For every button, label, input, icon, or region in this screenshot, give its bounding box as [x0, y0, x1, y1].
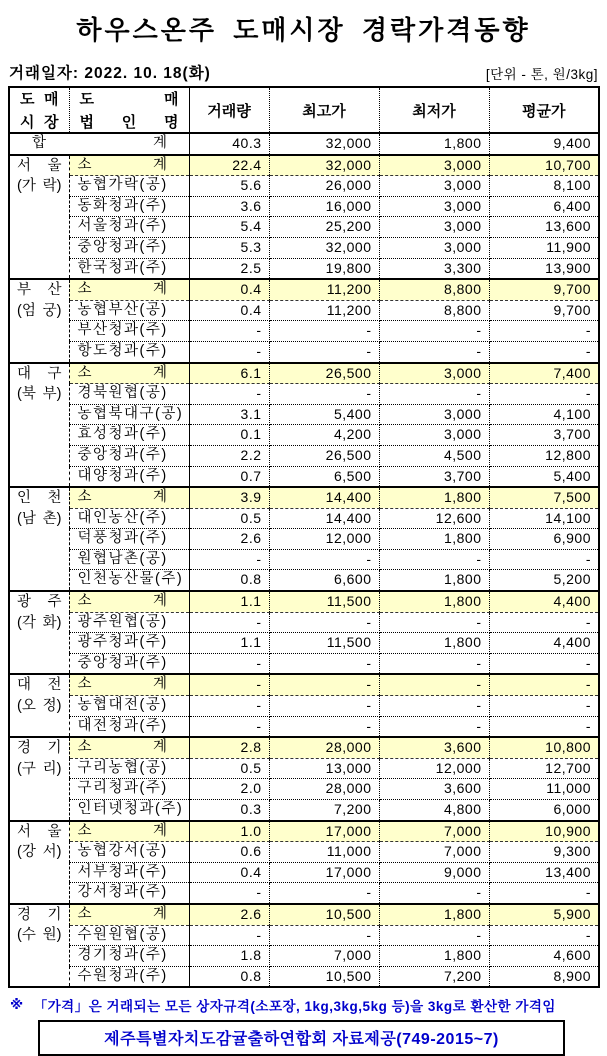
- avg-price-cell: 8,100: [489, 176, 599, 197]
- table-row: [9, 612, 599, 633]
- avg-price-cell: 13,900: [489, 258, 599, 279]
- volume-cell: 0.8: [189, 966, 269, 987]
- corp-name-cell: 경기청과(주): [69, 946, 189, 967]
- avg-price-cell: 5,400: [489, 466, 599, 487]
- corp-name-cell: 소 계: [69, 155, 189, 176]
- table-row: [9, 279, 599, 300]
- table-row: [9, 300, 599, 321]
- volume-cell: 22.4: [189, 155, 269, 176]
- volume-cell: 3.1: [189, 404, 269, 425]
- volume-cell: 5.3: [189, 237, 269, 258]
- corp-name-cell: 덕풍청과(주): [69, 529, 189, 550]
- volume-cell: -: [189, 925, 269, 946]
- corp-name-cell: 서울청과(주): [69, 217, 189, 238]
- volume-cell: 0.8: [189, 570, 269, 591]
- avg-price-cell: 8,900: [489, 966, 599, 987]
- corp-name-cell: 소 계: [69, 487, 189, 508]
- corp-name-cell: 동화청과(주): [69, 196, 189, 217]
- high-price-cell: -: [269, 549, 379, 570]
- volume-cell: -: [189, 883, 269, 904]
- high-price-cell: 13,000: [269, 758, 379, 779]
- market-cell: 부 산 (엄 궁): [9, 279, 69, 362]
- corp-name-cell: 수원원협(공): [69, 925, 189, 946]
- corp-name-cell: 소 계: [69, 363, 189, 384]
- volume-cell: -: [189, 321, 269, 342]
- avg-price-cell: -: [489, 674, 599, 695]
- avg-price-cell: 3,700: [489, 425, 599, 446]
- volume-cell: 40.3: [189, 133, 269, 155]
- high-price-cell: 10,500: [269, 904, 379, 925]
- corp-name-cell: 경북원협(공): [69, 384, 189, 405]
- avg-price-cell: 4,400: [489, 633, 599, 654]
- header-avg-price: 평균가: [489, 87, 599, 133]
- low-price-cell: -: [379, 321, 489, 342]
- high-price-cell: -: [269, 696, 379, 717]
- high-price-cell: 11,000: [269, 842, 379, 863]
- corp-name-cell: 구리청과(주): [69, 779, 189, 800]
- low-price-cell: 1,800: [379, 487, 489, 508]
- low-price-cell: -: [379, 674, 489, 695]
- table-row: [9, 946, 599, 967]
- corp-name-cell: 대전청과(주): [69, 716, 189, 737]
- corp-name-cell: 소 계: [69, 737, 189, 758]
- high-price-cell: 11,500: [269, 591, 379, 612]
- total-row: [9, 133, 599, 155]
- low-price-cell: 3,000: [379, 237, 489, 258]
- low-price-cell: 1,800: [379, 946, 489, 967]
- high-price-cell: 5,400: [269, 404, 379, 425]
- corp-name-cell: 중앙청과(주): [69, 237, 189, 258]
- volume-cell: 1.8: [189, 946, 269, 967]
- corp-name-cell: 농협북대구(공): [69, 404, 189, 425]
- corp-name-cell: 원협남촌(공): [69, 549, 189, 570]
- high-price-cell: 32,000: [269, 155, 379, 176]
- table-row: [9, 779, 599, 800]
- high-price-cell: 25,200: [269, 217, 379, 238]
- table-row: [9, 716, 599, 737]
- volume-cell: 1.1: [189, 591, 269, 612]
- high-price-cell: 17,000: [269, 862, 379, 883]
- asterisk-icon: ※: [10, 997, 24, 1013]
- corp-name-cell: 소 계: [69, 674, 189, 695]
- high-price-cell: 26,500: [269, 363, 379, 384]
- high-price-cell: 11,200: [269, 300, 379, 321]
- corp-name-cell: 소 계: [69, 279, 189, 300]
- volume-cell: -: [189, 384, 269, 405]
- avg-price-cell: 10,900: [489, 821, 599, 842]
- high-price-cell: 14,400: [269, 487, 379, 508]
- low-price-cell: 1,800: [379, 570, 489, 591]
- market-cell: 광 주 (각 화): [9, 591, 69, 674]
- volume-cell: -: [189, 653, 269, 674]
- low-price-cell: 3,600: [379, 779, 489, 800]
- low-price-cell: 4,500: [379, 445, 489, 466]
- volume-cell: 0.7: [189, 466, 269, 487]
- avg-price-cell: 9,400: [489, 133, 599, 155]
- avg-price-cell: -: [489, 384, 599, 405]
- table-row: [9, 176, 599, 197]
- avg-price-cell: 6,000: [489, 800, 599, 821]
- avg-price-cell: 11,000: [489, 779, 599, 800]
- volume-cell: 0.5: [189, 758, 269, 779]
- table-row: [9, 821, 599, 842]
- low-price-cell: 3,600: [379, 737, 489, 758]
- low-price-cell: 7,200: [379, 966, 489, 987]
- avg-price-cell: 13,400: [489, 862, 599, 883]
- avg-price-cell: 10,800: [489, 737, 599, 758]
- high-price-cell: 7,200: [269, 800, 379, 821]
- avg-price-cell: 6,400: [489, 196, 599, 217]
- volume-cell: 6.1: [189, 363, 269, 384]
- high-price-cell: -: [269, 883, 379, 904]
- avg-price-cell: 9,700: [489, 279, 599, 300]
- table-row: [9, 696, 599, 717]
- corp-name-cell: 중앙청과(주): [69, 445, 189, 466]
- volume-cell: 2.0: [189, 779, 269, 800]
- corp-name-cell: 농협강서(공): [69, 842, 189, 863]
- volume-cell: 3.9: [189, 487, 269, 508]
- volume-cell: 5.4: [189, 217, 269, 238]
- corp-name-cell: 대인농산(주): [69, 508, 189, 529]
- table-row: [9, 904, 599, 925]
- low-price-cell: 1,800: [379, 529, 489, 550]
- volume-cell: 3.6: [189, 196, 269, 217]
- corp-name-cell: 농협부산(공): [69, 300, 189, 321]
- volume-cell: -: [189, 341, 269, 362]
- avg-price-cell: 4,100: [489, 404, 599, 425]
- low-price-cell: 12,600: [379, 508, 489, 529]
- price-note-text: 「가격」은 거래되는 모든 상자규격(소포장, 1kg,3kg,5kg 등)을 3kg로 환산한 가격임: [33, 999, 556, 1015]
- high-price-cell: 6,600: [269, 570, 379, 591]
- volume-cell: 2.6: [189, 904, 269, 925]
- avg-price-cell: 9,300: [489, 842, 599, 863]
- corp-name-cell: 강서청과(주): [69, 883, 189, 904]
- avg-price-cell: 4,600: [489, 946, 599, 967]
- table-body: [9, 133, 599, 987]
- table-row: [9, 842, 599, 863]
- avg-price-cell: -: [489, 925, 599, 946]
- high-price-cell: 16,000: [269, 196, 379, 217]
- volume-cell: 0.6: [189, 842, 269, 863]
- high-price-cell: 12,000: [269, 529, 379, 550]
- volume-cell: 2.8: [189, 737, 269, 758]
- low-price-cell: 12,000: [379, 758, 489, 779]
- header-row: [9, 87, 599, 133]
- page-title: 하우스온주 도매시장 경락가격동향: [76, 15, 531, 45]
- volume-cell: 5.6: [189, 176, 269, 197]
- volume-cell: 0.4: [189, 300, 269, 321]
- table-row: [9, 529, 599, 550]
- high-price-cell: 28,000: [269, 737, 379, 758]
- market-cell: 대 구 (북 부): [9, 363, 69, 488]
- volume-cell: 1.1: [189, 633, 269, 654]
- volume-cell: 2.5: [189, 258, 269, 279]
- unit-label: [단위 - 톤, 원/3kg]: [485, 67, 598, 82]
- corp-name-cell: 인천농산물(주): [69, 570, 189, 591]
- market-cell: 서 울 (가 락): [9, 155, 69, 280]
- volume-cell: 2.6: [189, 529, 269, 550]
- low-price-cell: -: [379, 549, 489, 570]
- low-price-cell: 7,000: [379, 842, 489, 863]
- table-row: [9, 466, 599, 487]
- low-price-cell: 1,800: [379, 904, 489, 925]
- low-price-cell: 3,000: [379, 363, 489, 384]
- high-price-cell: -: [269, 384, 379, 405]
- header-high-price: 최고가: [269, 87, 379, 133]
- avg-price-cell: -: [489, 549, 599, 570]
- table-row: [9, 633, 599, 654]
- volume-cell: -: [189, 716, 269, 737]
- low-price-cell: 3,700: [379, 466, 489, 487]
- low-price-cell: -: [379, 612, 489, 633]
- corp-name-cell: 효성청과(주): [69, 425, 189, 446]
- volume-cell: 0.3: [189, 800, 269, 821]
- high-price-cell: -: [269, 653, 379, 674]
- table-row: [9, 384, 599, 405]
- table-row: [9, 966, 599, 987]
- corp-name-cell: 소 계: [69, 591, 189, 612]
- market-cell: 경 기 (구 리): [9, 737, 69, 820]
- table-row: [9, 258, 599, 279]
- header-low-price: 최저가: [379, 87, 489, 133]
- header-corp-name: 도 매 법 인 명: [69, 87, 189, 133]
- low-price-cell: 1,800: [379, 591, 489, 612]
- high-price-cell: 7,000: [269, 946, 379, 967]
- low-price-cell: -: [379, 716, 489, 737]
- price-note: [10, 995, 607, 1015]
- table-row: [9, 155, 599, 176]
- corp-name-cell: 구리농협(공): [69, 758, 189, 779]
- table-row: [9, 487, 599, 508]
- volume-cell: 0.4: [189, 279, 269, 300]
- volume-cell: 0.5: [189, 508, 269, 529]
- corp-name-cell: 서부청과(주): [69, 862, 189, 883]
- low-price-cell: -: [379, 384, 489, 405]
- high-price-cell: 11,500: [269, 633, 379, 654]
- corp-name-cell: 수원청과(주): [69, 966, 189, 987]
- avg-price-cell: 7,400: [489, 363, 599, 384]
- high-price-cell: 10,500: [269, 966, 379, 987]
- high-price-cell: 28,000: [269, 779, 379, 800]
- avg-price-cell: 13,600: [489, 217, 599, 238]
- corp-name-cell: 대양청과(주): [69, 466, 189, 487]
- avg-price-cell: -: [489, 321, 599, 342]
- table-row: [9, 196, 599, 217]
- avg-price-cell: -: [489, 883, 599, 904]
- corp-name-cell: 소 계: [69, 821, 189, 842]
- table-row: [9, 321, 599, 342]
- header-market: 도 매 시 장: [9, 87, 69, 133]
- table-row: [9, 653, 599, 674]
- table-row: [9, 800, 599, 821]
- table-row: [9, 883, 599, 904]
- volume-cell: 1.0: [189, 821, 269, 842]
- volume-cell: -: [189, 696, 269, 717]
- low-price-cell: 3,000: [379, 217, 489, 238]
- high-price-cell: 17,000: [269, 821, 379, 842]
- corp-name-cell: 중앙청과(주): [69, 653, 189, 674]
- avg-price-cell: 6,900: [489, 529, 599, 550]
- avg-price-cell: 5,900: [489, 904, 599, 925]
- table-row: [9, 217, 599, 238]
- table-header: [9, 87, 599, 133]
- avg-price-cell: 5,200: [489, 570, 599, 591]
- low-price-cell: 3,000: [379, 404, 489, 425]
- high-price-cell: 32,000: [269, 237, 379, 258]
- avg-price-cell: -: [489, 653, 599, 674]
- corp-name-cell: 부산청과(주): [69, 321, 189, 342]
- table-row: [9, 674, 599, 695]
- low-price-cell: 3,000: [379, 155, 489, 176]
- low-price-cell: -: [379, 696, 489, 717]
- high-price-cell: -: [269, 612, 379, 633]
- low-price-cell: -: [379, 925, 489, 946]
- table-row: [9, 862, 599, 883]
- low-price-cell: 3,000: [379, 425, 489, 446]
- low-price-cell: 3,000: [379, 196, 489, 217]
- market-cell: 경 기 (수 원): [9, 904, 69, 987]
- table-row: [9, 925, 599, 946]
- avg-price-cell: 9,700: [489, 300, 599, 321]
- high-price-cell: -: [269, 674, 379, 695]
- high-price-cell: -: [269, 341, 379, 362]
- corp-name-cell: 항도청과(주): [69, 341, 189, 362]
- high-price-cell: 6,500: [269, 466, 379, 487]
- meta-row: [0, 61, 607, 83]
- table-row: [9, 591, 599, 612]
- total-label-cell: 합 계: [9, 133, 189, 155]
- header-volume: 거래량: [189, 87, 269, 133]
- trade-date: 거래일자: 2022. 10. 18(화): [9, 65, 211, 82]
- table-row: [9, 237, 599, 258]
- low-price-cell: 7,000: [379, 821, 489, 842]
- corp-name-cell: 소 계: [69, 904, 189, 925]
- corp-name-cell: 농협대전(공): [69, 696, 189, 717]
- high-price-cell: 14,400: [269, 508, 379, 529]
- volume-cell: -: [189, 549, 269, 570]
- low-price-cell: -: [379, 883, 489, 904]
- table-row: [9, 425, 599, 446]
- volume-cell: 0.4: [189, 862, 269, 883]
- avg-price-cell: 12,700: [489, 758, 599, 779]
- high-price-cell: 19,800: [269, 258, 379, 279]
- volume-cell: 2.2: [189, 445, 269, 466]
- low-price-cell: 8,800: [379, 279, 489, 300]
- volume-cell: -: [189, 674, 269, 695]
- low-price-cell: 4,800: [379, 800, 489, 821]
- high-price-cell: 26,500: [269, 445, 379, 466]
- avg-price-cell: 4,400: [489, 591, 599, 612]
- corp-name-cell: 광주원협(공): [69, 612, 189, 633]
- price-table: [8, 86, 600, 988]
- table-row: [9, 758, 599, 779]
- table-row: [9, 570, 599, 591]
- volume-cell: -: [189, 612, 269, 633]
- avg-price-cell: 11,900: [489, 237, 599, 258]
- high-price-cell: 4,200: [269, 425, 379, 446]
- high-price-cell: 11,200: [269, 279, 379, 300]
- corp-name-cell: 한국청과(주): [69, 258, 189, 279]
- high-price-cell: 32,000: [269, 133, 379, 155]
- table-row: [9, 508, 599, 529]
- table-row: [9, 737, 599, 758]
- low-price-cell: -: [379, 341, 489, 362]
- low-price-cell: 3,300: [379, 258, 489, 279]
- low-price-cell: 9,000: [379, 862, 489, 883]
- table-row: [9, 363, 599, 384]
- high-price-cell: -: [269, 321, 379, 342]
- source-box: 제주특별자치도감귤출하연합회 자료제공(749-2015~7): [38, 1020, 565, 1056]
- high-price-cell: -: [269, 716, 379, 737]
- low-price-cell: 8,800: [379, 300, 489, 321]
- table-row: [9, 341, 599, 362]
- low-price-cell: 1,800: [379, 633, 489, 654]
- market-cell: 인 천 (남 촌): [9, 487, 69, 591]
- corp-name-cell: 광주청과(주): [69, 633, 189, 654]
- table-row: [9, 404, 599, 425]
- low-price-cell: 3,000: [379, 176, 489, 197]
- avg-price-cell: -: [489, 696, 599, 717]
- volume-cell: 0.1: [189, 425, 269, 446]
- avg-price-cell: -: [489, 341, 599, 362]
- avg-price-cell: -: [489, 612, 599, 633]
- high-price-cell: 26,000: [269, 176, 379, 197]
- market-cell: 서 울 (강 서): [9, 821, 69, 904]
- table-row: [9, 445, 599, 466]
- low-price-cell: -: [379, 653, 489, 674]
- corp-name-cell: 농협가락(공): [69, 176, 189, 197]
- corp-name-cell: 인터넷청과(주): [69, 800, 189, 821]
- avg-price-cell: -: [489, 716, 599, 737]
- table-row: [9, 549, 599, 570]
- avg-price-cell: 14,100: [489, 508, 599, 529]
- high-price-cell: -: [269, 925, 379, 946]
- market-cell: 대 전 (오 정): [9, 674, 69, 737]
- avg-price-cell: 7,500: [489, 487, 599, 508]
- avg-price-cell: 12,800: [489, 445, 599, 466]
- avg-price-cell: 10,700: [489, 155, 599, 176]
- low-price-cell: 1,800: [379, 133, 489, 155]
